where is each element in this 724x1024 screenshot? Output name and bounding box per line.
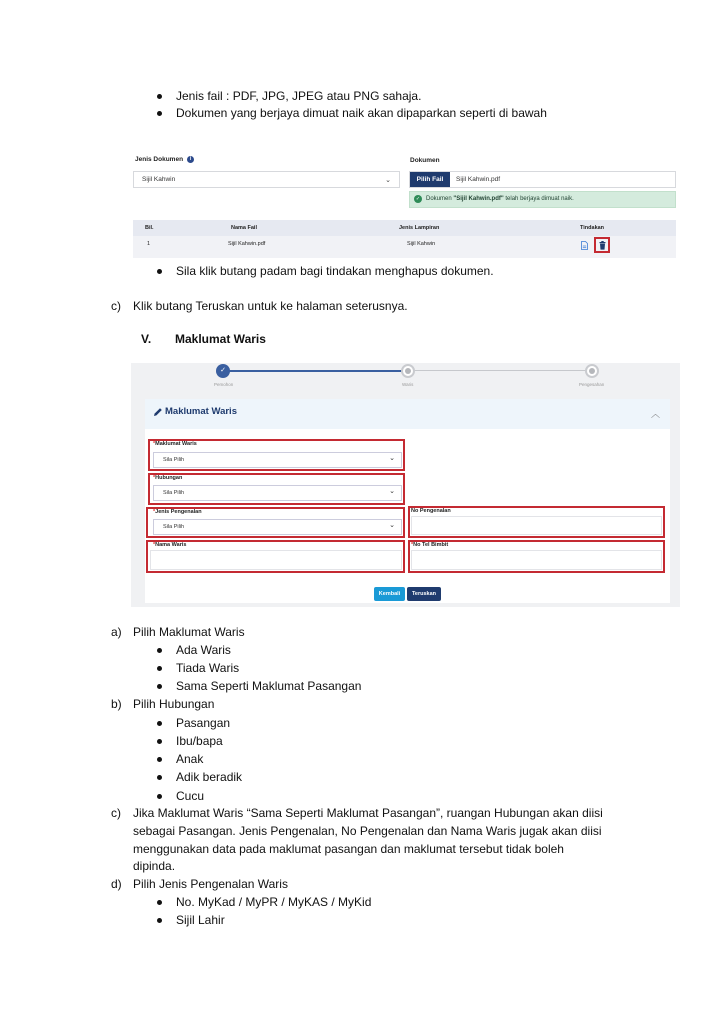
- selected-file-name: Sijil Kahwin.pdf: [456, 176, 501, 183]
- list-item: Adik beradik: [176, 770, 243, 784]
- bullet: [157, 111, 162, 116]
- chevron-down-icon: ⌄: [389, 488, 395, 495]
- list-a-title: Pilih Maklumat Waris: [133, 625, 245, 639]
- list-item: Tiada Waris: [176, 661, 240, 675]
- bullet: [157, 739, 162, 744]
- chevron-down-icon: ⌄: [389, 455, 395, 462]
- cell-jenis-lampiran: Sijil Kahwin: [407, 241, 436, 247]
- jenis-dokumen-value: Sijil Kahwin: [142, 176, 176, 183]
- view-document-icon[interactable]: [581, 241, 588, 250]
- table-row: [133, 236, 676, 258]
- pilih-fail-button[interactable]: Pilih Fail: [410, 172, 450, 187]
- col-jenis-lampiran: Jenis Lampiran: [399, 225, 440, 231]
- stepper-line-complete: [225, 370, 405, 372]
- file-input[interactable]: [409, 171, 676, 188]
- list-item: Sama Seperti Maklumat Pasangan: [176, 679, 362, 693]
- kembali-button[interactable]: Kembali: [374, 587, 405, 601]
- maklumat-waris-screenshot: [131, 363, 680, 607]
- step-waris-circle: [401, 364, 415, 378]
- nama-waris-label: *Nama Waris: [153, 542, 187, 548]
- bullet: [157, 721, 162, 726]
- list-item: Cucu: [176, 789, 205, 803]
- list-b-title: Pilih Hubungan: [133, 697, 215, 711]
- chevron-down-icon: ⌄: [385, 177, 391, 184]
- item-c-marker: c): [111, 299, 121, 313]
- list-item: Sijil Lahir: [176, 913, 225, 927]
- bullet: [157, 666, 162, 671]
- jenis-pengenalan-select[interactable]: Sila Pilih ⌄: [153, 519, 402, 535]
- jenis-pengenalan-label: *Jenis Pengenalan: [153, 509, 202, 515]
- bullet-text-uploaded-docs: Dokumen yang berjaya dimuat naik akan dipaparkan seperti di bawah: [176, 106, 547, 120]
- bullet: [157, 794, 162, 799]
- bullet: [157, 757, 162, 762]
- upload-success-alert: [409, 191, 676, 208]
- step-label-waris: Waris: [402, 382, 414, 387]
- section-title: Maklumat Waris: [175, 332, 266, 346]
- hubungan-label: *Hubungan: [153, 475, 183, 481]
- no-pengenalan-label: No Pengenalan: [411, 508, 451, 514]
- cell-nama-fail: Sijil Kahwin.pdf: [228, 241, 266, 247]
- hubungan-select[interactable]: Sila Pilih ⌄: [153, 485, 402, 501]
- waris-card: [145, 399, 670, 603]
- step-label-pemohon: Pemohon: [214, 382, 234, 387]
- document-upload-screenshot: [133, 150, 676, 262]
- list-b-marker: b): [111, 697, 122, 711]
- list-item: Ibu/bapa: [176, 734, 223, 748]
- card-title: Maklumat Waris: [165, 406, 237, 417]
- step-pengesahan-circle: [585, 364, 599, 378]
- list-item: Ada Waris: [176, 643, 231, 657]
- stepper-line-pending: [405, 370, 592, 371]
- alert-text: Dokumen "Sijil Kahwin.pdf" telah berjaya dimuat naik.: [426, 196, 574, 202]
- list-d-title: Pilih Jenis Pengenalan Waris: [133, 877, 288, 891]
- bullet: [157, 94, 162, 99]
- list-item: Anak: [176, 752, 204, 766]
- pencil-icon: [153, 407, 163, 417]
- list-a-marker: a): [111, 625, 122, 639]
- table-header-row: [133, 220, 676, 236]
- list-item: Pasangan: [176, 716, 231, 730]
- col-nama-fail: Nama Fail: [231, 225, 257, 231]
- bullet: [157, 775, 162, 780]
- bullet: [157, 900, 162, 905]
- bullet-text-delete: Sila klik butang padam bagi tindakan menghapus dokumen.: [176, 264, 494, 278]
- para-c-line: Jika Maklumat Waris “Sama Seperti Maklumat Pasangan”, ruangan Hubungan akan diisi: [133, 806, 603, 820]
- list-item: No. MyKad / MyPR / MyKAS / MyKid: [176, 895, 372, 909]
- item-c-text: Klik butang Teruskan untuk ke halaman seterusnya.: [133, 299, 408, 313]
- no-tel-input[interactable]: [411, 550, 662, 570]
- nama-waris-input[interactable]: [150, 550, 402, 570]
- delete-button-highlight[interactable]: [594, 237, 610, 253]
- chevron-up-icon[interactable]: ︿: [651, 409, 661, 419]
- col-tindakan: Tindakan: [580, 225, 605, 231]
- para-c-line: menggunakan data pada maklumat pasangan dan maklumat tersebut tidak boleh: [133, 842, 564, 856]
- info-icon: i: [187, 156, 194, 163]
- jenis-dokumen-label: Jenis Dokumen i: [135, 156, 194, 163]
- card-header[interactable]: [145, 399, 670, 429]
- dokumen-label: Dokumen: [410, 157, 440, 164]
- para-c-line: sebagai Pasangan. Jenis Pengenalan, No Pengenalan dan Nama Waris jugak akan diisi: [133, 824, 602, 838]
- para-c-marker: c): [111, 806, 121, 820]
- maklumat-waris-select[interactable]: Sila Pilih ⌄: [153, 452, 402, 468]
- step-label-pengesahan: Pengesahan: [579, 382, 605, 387]
- bullet: [157, 918, 162, 923]
- chevron-down-icon: ⌄: [389, 522, 395, 529]
- step-check-icon: ✓: [216, 364, 230, 378]
- para-c-line: dipinda.: [133, 859, 176, 873]
- col-bil: Bil.: [145, 225, 154, 231]
- no-pengenalan-input[interactable]: [411, 516, 662, 535]
- section-number: V.: [141, 332, 152, 346]
- jenis-dokumen-select[interactable]: [133, 171, 400, 188]
- maklumat-waris-label: *Maklumat Waris: [153, 441, 197, 447]
- list-d-marker: d): [111, 877, 122, 891]
- bullet: [157, 269, 162, 274]
- no-tel-label: *No Tel Bimbit: [411, 542, 449, 548]
- trash-icon: [599, 241, 606, 250]
- cell-bil: 1: [147, 241, 151, 247]
- bullet: [157, 684, 162, 689]
- bullet: [157, 648, 162, 653]
- check-circle-icon: ✓: [415, 196, 421, 202]
- bullet-text-file-types: Jenis fail : PDF, JPG, JPEG atau PNG sahaja.: [176, 89, 422, 103]
- teruskan-button[interactable]: Teruskan: [407, 587, 441, 601]
